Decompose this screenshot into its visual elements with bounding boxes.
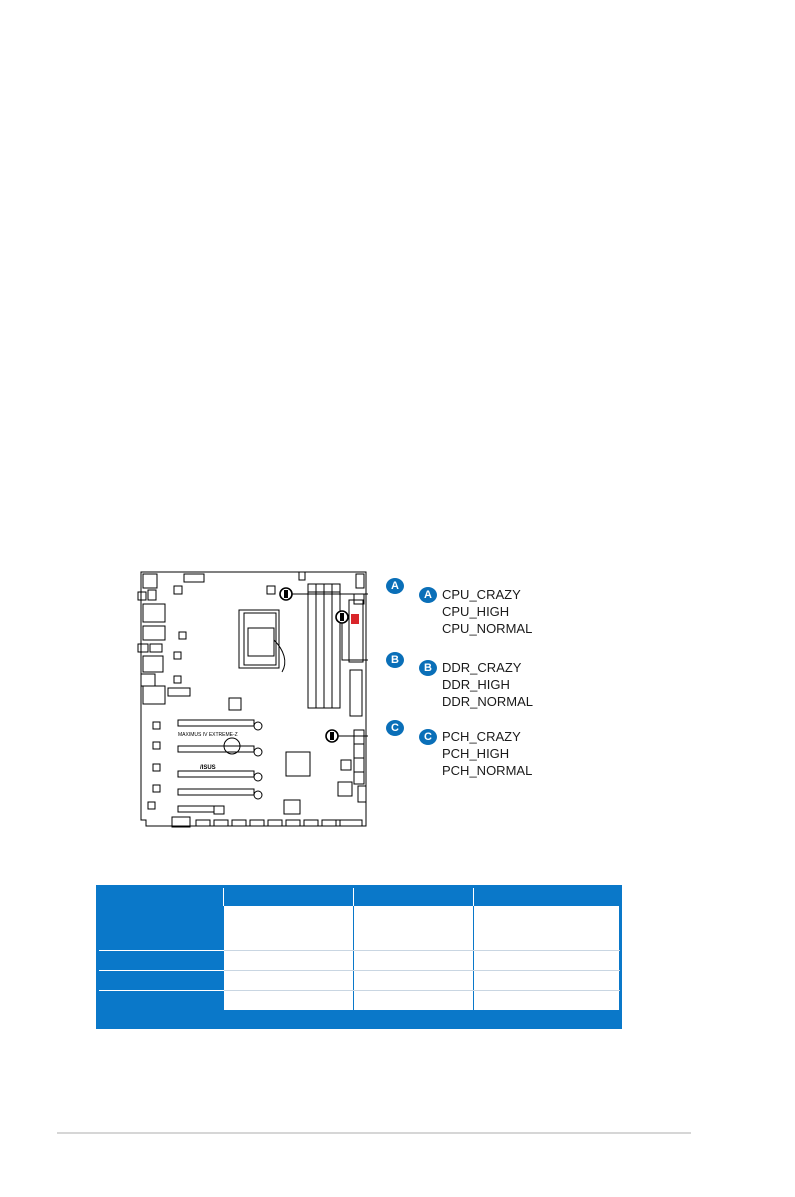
table-cell [473, 906, 619, 951]
table-cell [353, 951, 473, 971]
table-header-cell [353, 888, 473, 906]
table-row [99, 906, 619, 951]
settings-table [96, 885, 622, 1029]
table-cell [223, 991, 353, 1011]
callout-a-line-2: CPU_HIGH [442, 604, 510, 619]
table-cell [353, 971, 473, 991]
table-row [99, 951, 619, 971]
table-cell [99, 971, 223, 991]
table-cell [99, 991, 223, 1011]
table-header-cell [223, 888, 353, 906]
callout-badge-b: B [419, 660, 437, 676]
table-row [99, 971, 619, 991]
callout-b-line-1: DDR_CRAZY [442, 660, 522, 675]
board-model-label: MAXIMUS IV EXTREME-Z [178, 732, 238, 738]
table-cell [223, 906, 353, 951]
leader-badge-c: C [386, 720, 404, 736]
table-row [99, 991, 619, 1011]
callout-c-line-1: PCH_CRAZY [442, 729, 521, 744]
board-brand-label: /ISUS [200, 765, 216, 771]
jumper-cpu [280, 588, 292, 600]
motherboard-diagram [136, 570, 368, 828]
table-header-row [99, 888, 619, 906]
table-cell [99, 906, 223, 951]
table-cell [223, 951, 353, 971]
table-cell [223, 971, 353, 991]
table-cell [473, 971, 619, 991]
callout-badge-a: A [419, 587, 437, 603]
callout-a-line-1: CPU_CRAZY [442, 587, 521, 602]
table-cell [99, 951, 223, 971]
table-header-cell [99, 888, 223, 906]
callout-badge-c: C [419, 729, 437, 745]
table-cell [353, 991, 473, 1011]
leader-badge-a: A [386, 578, 404, 594]
footer-divider [57, 1132, 691, 1134]
callout-c-line-2: PCH_HIGH [442, 746, 510, 761]
callout-a-line-3: CPU_NORMAL [442, 621, 533, 636]
table-header-cell [473, 888, 619, 906]
jumper-pch [326, 730, 338, 742]
motherboard-drawing [136, 570, 368, 828]
table-cell [473, 991, 619, 1011]
table-cell [473, 951, 619, 971]
jumper-ddr [336, 611, 359, 624]
leader-badge-b: B [386, 652, 404, 668]
callout-b-line-2: DDR_HIGH [442, 677, 510, 692]
table-cell [353, 906, 473, 951]
callout-c-line-3: PCH_NORMAL [442, 763, 533, 778]
callout-b-line-3: DDR_NORMAL [442, 694, 534, 709]
